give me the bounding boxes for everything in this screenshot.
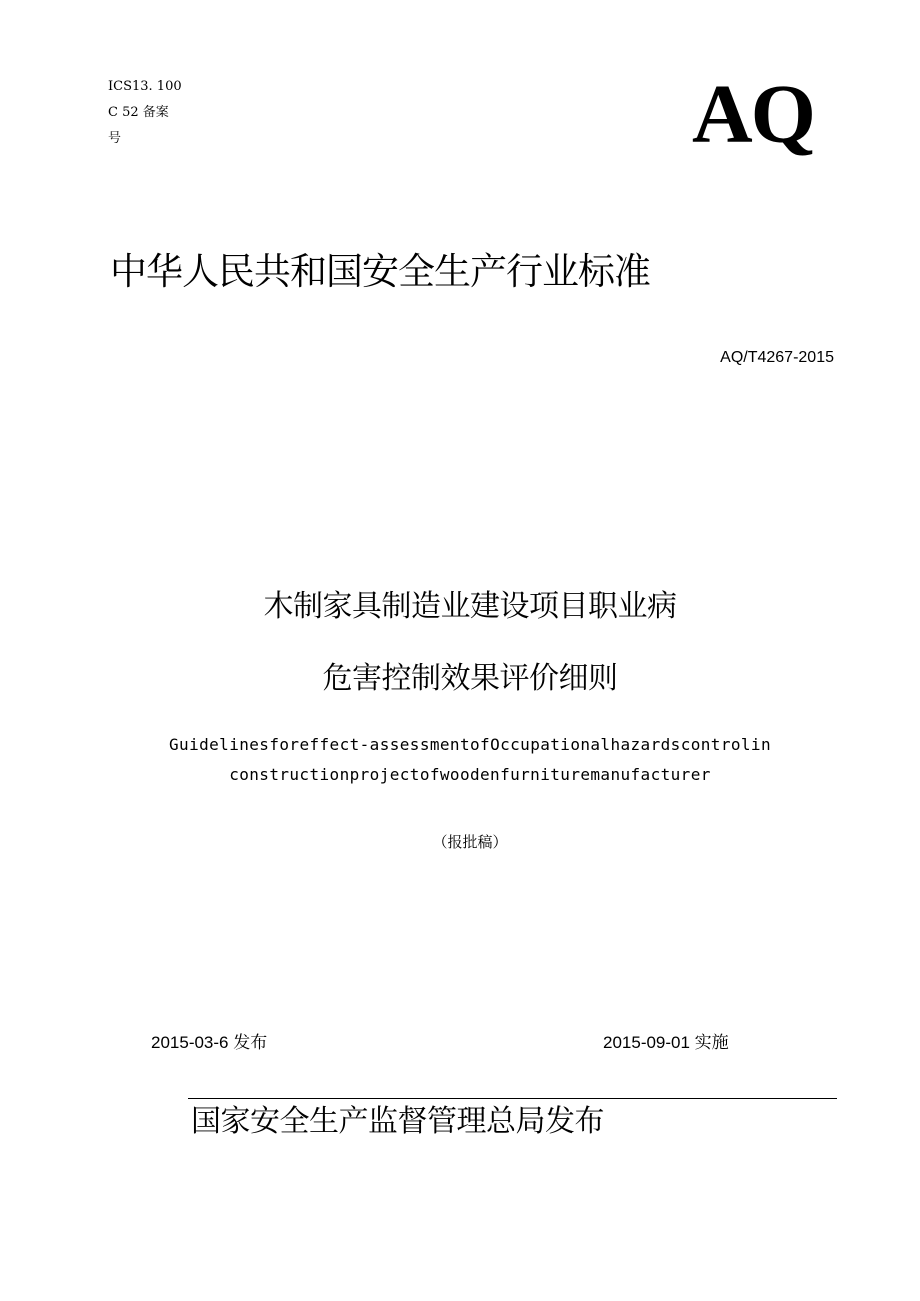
- draft-status: （报批稿）: [432, 833, 508, 851]
- issue-date: 2015-03-6 发布: [151, 1033, 268, 1052]
- publisher: 国家安全生产监督管理总局发布: [191, 1104, 604, 1139]
- aq-logo: AQ: [692, 68, 814, 161]
- divider-line: [188, 1098, 837, 1099]
- filing-line: 号: [108, 131, 122, 146]
- title-english-line-1: Guidelinesforeffect-assessmentofOccupationalhazardscontrolin: [169, 735, 771, 754]
- ccs-line: C 52 备案: [108, 105, 169, 120]
- standard-number: AQ/T4267-2015: [720, 349, 834, 366]
- ics-classification: [108, 74, 182, 152]
- title-chinese-line-2: 危害控制效果评价细则: [322, 661, 618, 696]
- standard-type-heading: 中华人民共和国安全生产行业标准: [110, 250, 650, 293]
- title-english-line-2: constructionprojectofwoodenfurnituremanufacturer: [229, 765, 711, 784]
- title-chinese-line-1: 木制家具制造业建设项目职业病: [263, 589, 677, 624]
- implementation-date: 2015-09-01 实施: [603, 1033, 729, 1052]
- ics-line: ICS13. 100: [108, 79, 182, 94]
